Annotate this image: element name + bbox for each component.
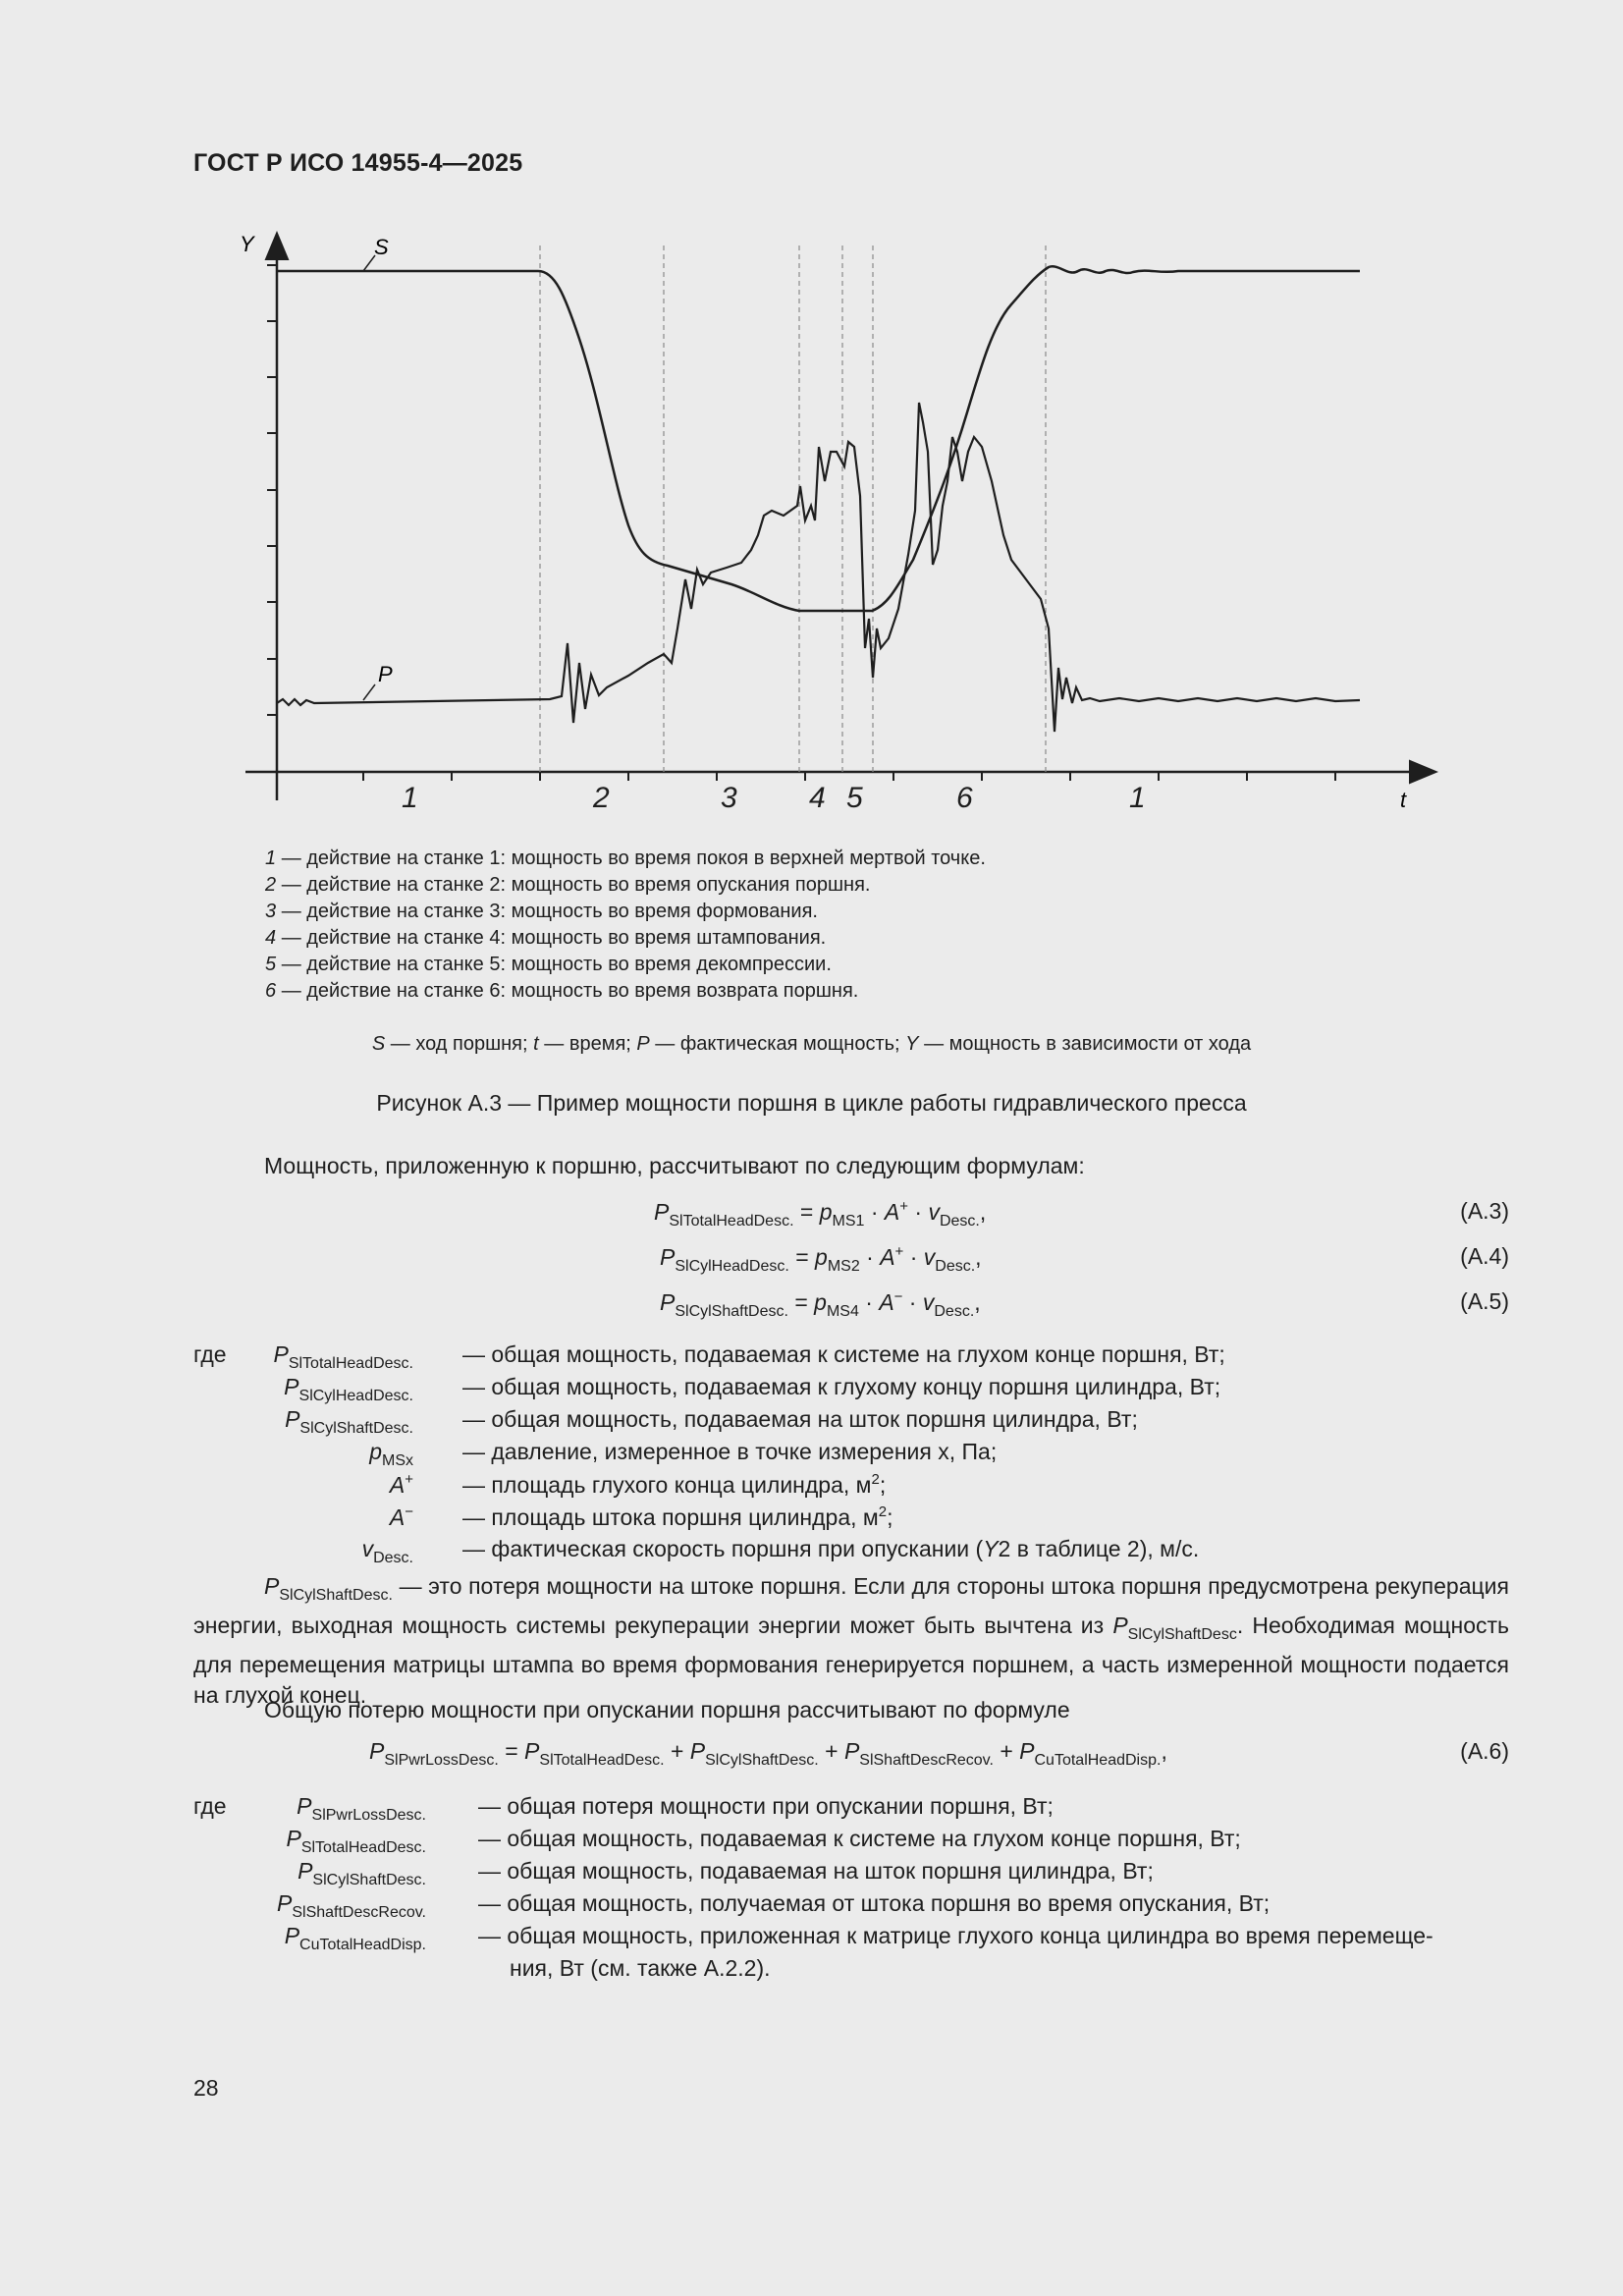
- definition-row: $P_{SlShaftDescRecov.}$ — общая мощность, получаемая от штока поршня во время опускания, Вт;: [277, 1890, 1271, 1921]
- curve-s: [277, 266, 1360, 611]
- formula-a4: $P_{SlCylHeadDesc.} = p_{MS2} \cdot A^+ \cdot v_{Desc.}$,: [660, 1243, 982, 1275]
- phase-label: 1: [1129, 782, 1146, 814]
- phase-label: 6: [956, 782, 973, 814]
- formula-number: (А.6): [1460, 1738, 1509, 1764]
- definition-row: $v_{Desc.}$ — фактическая скорость поршня при опускании (Y2 в таблице 2), м/с.: [361, 1536, 1200, 1566]
- p-leader: [363, 684, 375, 700]
- page-number: 28: [193, 2075, 219, 2101]
- formula-number: (А.5): [1460, 1288, 1509, 1314]
- phase-label: 4: [809, 782, 826, 814]
- definition-row: $P_{SlCylHeadDesc.}$ — общая мощность, подаваемая к глухому концу поршня цилиндра, Вт;: [284, 1374, 1221, 1404]
- definition-row: $P_{SlTotalHeadDesc.}$ — общая мощность, подаваемая к системе на глухом конце поршня, Вт;: [286, 1826, 1241, 1856]
- definition-row: ния, Вт (см. также А.2.2).: [510, 1955, 771, 1981]
- definition-row: где $P_{SlPwrLossDesc.}$ — общая потеря мощности при опускании поршня, Вт;: [193, 1793, 1054, 1824]
- legend-item: 4 — действие на станке 4: мощность во время штампования.: [265, 927, 827, 949]
- phase-label: 2: [593, 782, 610, 814]
- definitions-list-2: [193, 1793, 1509, 1985]
- y-ticks: [267, 265, 277, 715]
- definition-row: A+ — площадь глухого конца цилиндра, $м^2$;: [389, 1471, 887, 1498]
- x-axis-label: t: [1400, 788, 1407, 812]
- loss-paragraph: $P_{SlCylShaftDesc.}$ — это потеря мощности на штоке поршня. Если для стороны штока поршня предусмотрена рекуперация энергии, выходная мощность системы рекуперации энергии может быть вычтена из $P_{SlCylShaftDesc}$. Необходимая мощность для перемещения матрицы штампа во время формования генерируется поршнем, а часть измеренной мощности подается на глухой конец.: [193, 1573, 1510, 1708]
- legend-item: 5 — действие на станке 5: мощность во время декомпрессии.: [265, 954, 832, 975]
- figure-symbols: S — ход поршня; t — время; P — фактическая мощность; Y — мощность в зависимости от хода: [371, 1033, 1252, 1055]
- formula-number: (А.4): [1460, 1243, 1509, 1269]
- intro2-paragraph: Общую потерю мощности при опускании поршня рассчитывают по формуле: [264, 1697, 1070, 1722]
- curve-p: [277, 403, 1360, 732]
- definition-row: $P_{CuTotalHeadDisp.}$ — общая мощность, приложенная к матрице глухого конца цилиндра во время перемеще-: [284, 1923, 1434, 1953]
- figure-caption: Рисунок А.3 — Пример мощности поршня в цикле работы гидравлического пресса: [376, 1090, 1247, 1116]
- definitions-list-1: [193, 1341, 1509, 1568]
- power-chart: [0, 0, 1623, 845]
- definition-row: где $P_{SlTotalHeadDesc.}$ — общая мощность, подаваемая к системе на глухом конце поршня, Вт;: [193, 1341, 1225, 1372]
- legend-item: 3 — действие на станке 3: мощность во время формования.: [265, 901, 818, 922]
- curve-s-label: S: [374, 235, 389, 259]
- intro-paragraph: Мощность, приложенную к поршню, рассчитывают по следующим формулам:: [264, 1153, 1085, 1178]
- formula-a3: $P_{SlTotalHeadDesc.} = p_{MS1} \cdot A^+ \cdot v_{Desc.}$,: [654, 1198, 987, 1230]
- phase-label: 1: [402, 782, 418, 814]
- legend-item: 1 — действие на станке 1: мощность во время покоя в верхней мертвой точке.: [265, 847, 986, 869]
- phase-label: 5: [846, 782, 863, 814]
- legend-item: 2 — действие на станке 2: мощность во время опускания поршня.: [265, 874, 871, 896]
- definition-row: $P_{SlCylShaftDesc.}$ — общая мощность, подаваемая на шток поршня цилиндра, Вт;: [298, 1858, 1154, 1888]
- phase-label: 3: [721, 782, 737, 814]
- figure-legend: [265, 846, 986, 1005]
- formula-a6: $P_{SlPwrLossDesc.} = P_{SlTotalHeadDesc.} + P_{SlCylShaftDesc.} + P_{SlShaftDescRecov.} + P_{CuTotalHeadDisp.}$,: [369, 1738, 1167, 1769]
- definition-row: $p_{MSx}$ — давление, измеренное в точке измерения x, Па;: [369, 1439, 998, 1469]
- definition-row: A− — площадь штока поршня цилиндра, $м^2$;: [389, 1503, 893, 1530]
- legend-item: 6 — действие на станке 6: мощность во время возврата поршня.: [265, 980, 859, 1002]
- document-header: ГОСТ Р ИСО 14955-4—2025: [193, 149, 523, 177]
- formula-number: (А.3): [1460, 1198, 1509, 1224]
- curve-p-label: P: [378, 662, 393, 686]
- definition-row: $P_{SlCylShaftDesc.}$ — общая мощность, подаваемая на шток поршня цилиндра, Вт;: [285, 1406, 1138, 1437]
- y-axis-label: Y: [240, 232, 254, 256]
- formula-a5: $P_{SlCylShaftDesc.} = p_{MS4} \cdot A^- \cdot v_{Desc.}$,: [660, 1288, 981, 1320]
- x-ticks: [363, 772, 1335, 781]
